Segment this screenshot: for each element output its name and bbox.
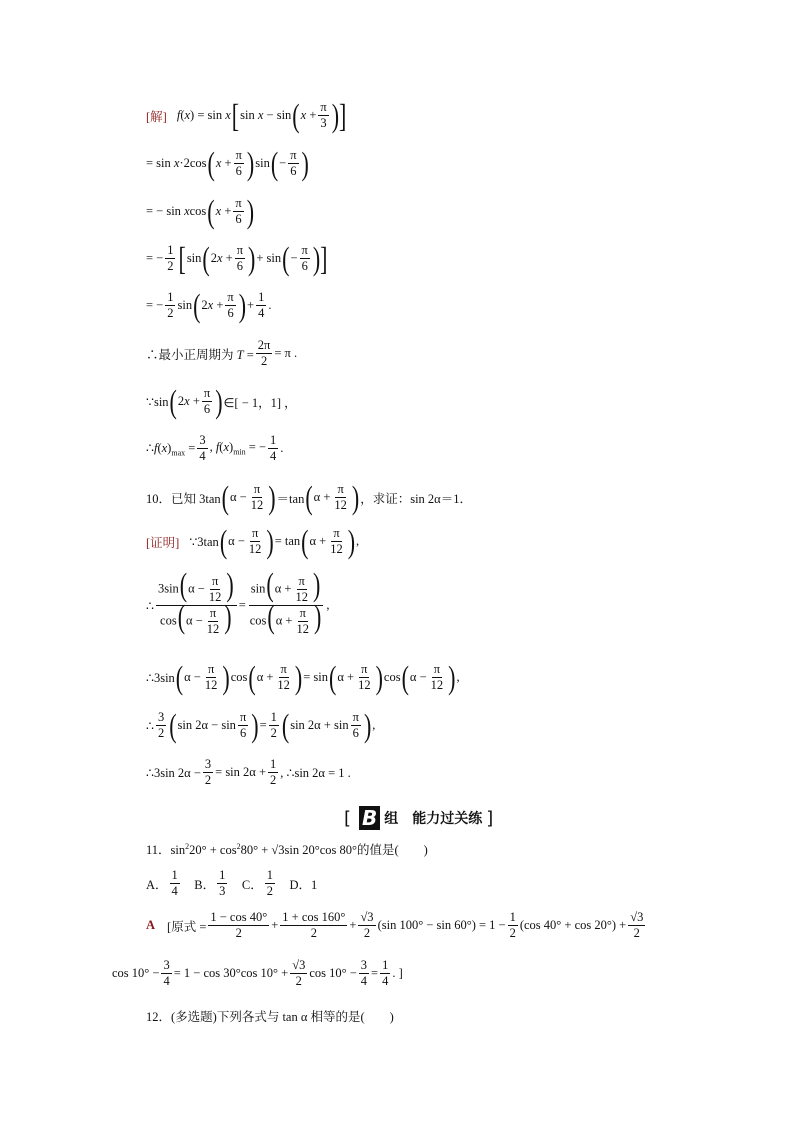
question-12: 12．(多选题)下列各式与 tan α 相等的是( ) — [146, 1010, 394, 1024]
question-11-options: A． $\frac{1}{4}$ B． $\frac{1}{3}$ C． $\frac{1}{2}$ D．1 — [146, 868, 318, 898]
solution-line-6: ∴最小正周期为 T = $\frac{2\pi}{2}$ = π . — [146, 338, 298, 368]
solution-line-2: = sin x·2cos ( x + $\frac{\pi}{6}$ ) sin ( − $\frac{\pi}{6}$ ) — [146, 144, 309, 182]
section-header: [ B 组 能力过关练 ] — [344, 806, 494, 830]
proof-tag: [证明] — [146, 535, 180, 550]
solution-tag: [解] — [146, 109, 167, 124]
solution-line-7: ∵sin ( 2x + $\frac{\pi}{6}$ ) ∈[ − 1，1] ， — [146, 382, 297, 420]
proof-line-4: ∴ $\frac{3}{2}$ ( sin 2α − sin $\frac{\pi}{6}$ ) = $\frac{1}{2}$ ( sin 2α + sin $\frac{\pi}{6}$ ) , — [146, 706, 376, 744]
solution-line-4: = − $\frac{1}{2}$ [ sin ( 2x + $\frac{\pi}{6}$ ) + sin ( − $\frac{\pi}{6}$ )] — [146, 239, 328, 277]
question-11-solution-1: A [原式 = $\frac{1 - \cos 40^\circ}{2}$ + $\frac{1 + \cos 160^\circ}{2}$ + $\frac{√3}{2}$ (sin 100° − sin 60°) = 1 − $\frac{1}{2}$ (cos 40° + cos 20°) + $\frac{√3}{2}$ — [146, 910, 644, 940]
section-letter: B — [359, 806, 380, 830]
proof-line-3: ∴3sin ( α − $\frac{\pi}{12}$ ) cos ( α + $\frac{\pi}{12}$ ) = sin ( α + $\frac{\pi}{12}$ ) cos ( α − $\frac{\pi}{12}$ ) , — [146, 658, 460, 696]
answer-letter: A — [146, 918, 156, 932]
solution-line-1: [解] f(x) = sin x [ sin x − sin ( x + $\frac{\pi}{3}$ )] — [146, 96, 347, 134]
question-11-solution-2: cos 10° − $\frac{3}{4}$ = 1 − cos 30°cos 10° + $\frac{√3}{2}$ cos 10° − $\frac{3}{4}$ = $\frac{1}{4}$ . ] — [112, 958, 403, 988]
proof-line-5: ∴3sin 2α − $\frac{3}{2}$ = sin 2α + $\frac{1}{2}$ , ∴sin 2α = 1 . — [146, 757, 351, 787]
solution-line-3: = − sin xcos ( x + $\frac{\pi}{6}$ ) — [146, 192, 255, 230]
section-title: 组 能力过关练 — [384, 811, 483, 827]
question-10: 10．已知 3tan ( α − $\frac{\pi}{12}$ ) ＝tan ( α + $\frac{\pi}{12}$ ) ，求证：sin 2α＝1． — [146, 478, 472, 516]
proof-line-2: ∴ 3sin(α − $\frac{\pi}{12}$ ) cos(α − $\frac{\pi}{12}$ ) = sin(α + $\frac{\pi}{12}$ ) cos(α + $\frac{\pi}{12}$ ) , — [146, 565, 330, 636]
solution-line-5: = − $\frac{1}{2}$ sin ( 2x + $\frac{\pi}{6}$ ) + $\frac{1}{4}$ . — [146, 286, 272, 324]
proof-line-1: [证明] ∵3tan ( α − $\frac{\pi}{12}$ ) = tan ( α + $\frac{\pi}{12}$ ) , — [146, 522, 360, 560]
solution-line-8: $\therefore f(x)_{max}$ = $\frac{3}{4}$ , $f(x)_{min}$ = − $\frac{1}{4}$ . — [146, 433, 284, 463]
question-11: 11．$\sin^220^\circ + \cos^280^\circ + √3\sin$ 20°cos 80°的值是( ) — [146, 841, 428, 857]
